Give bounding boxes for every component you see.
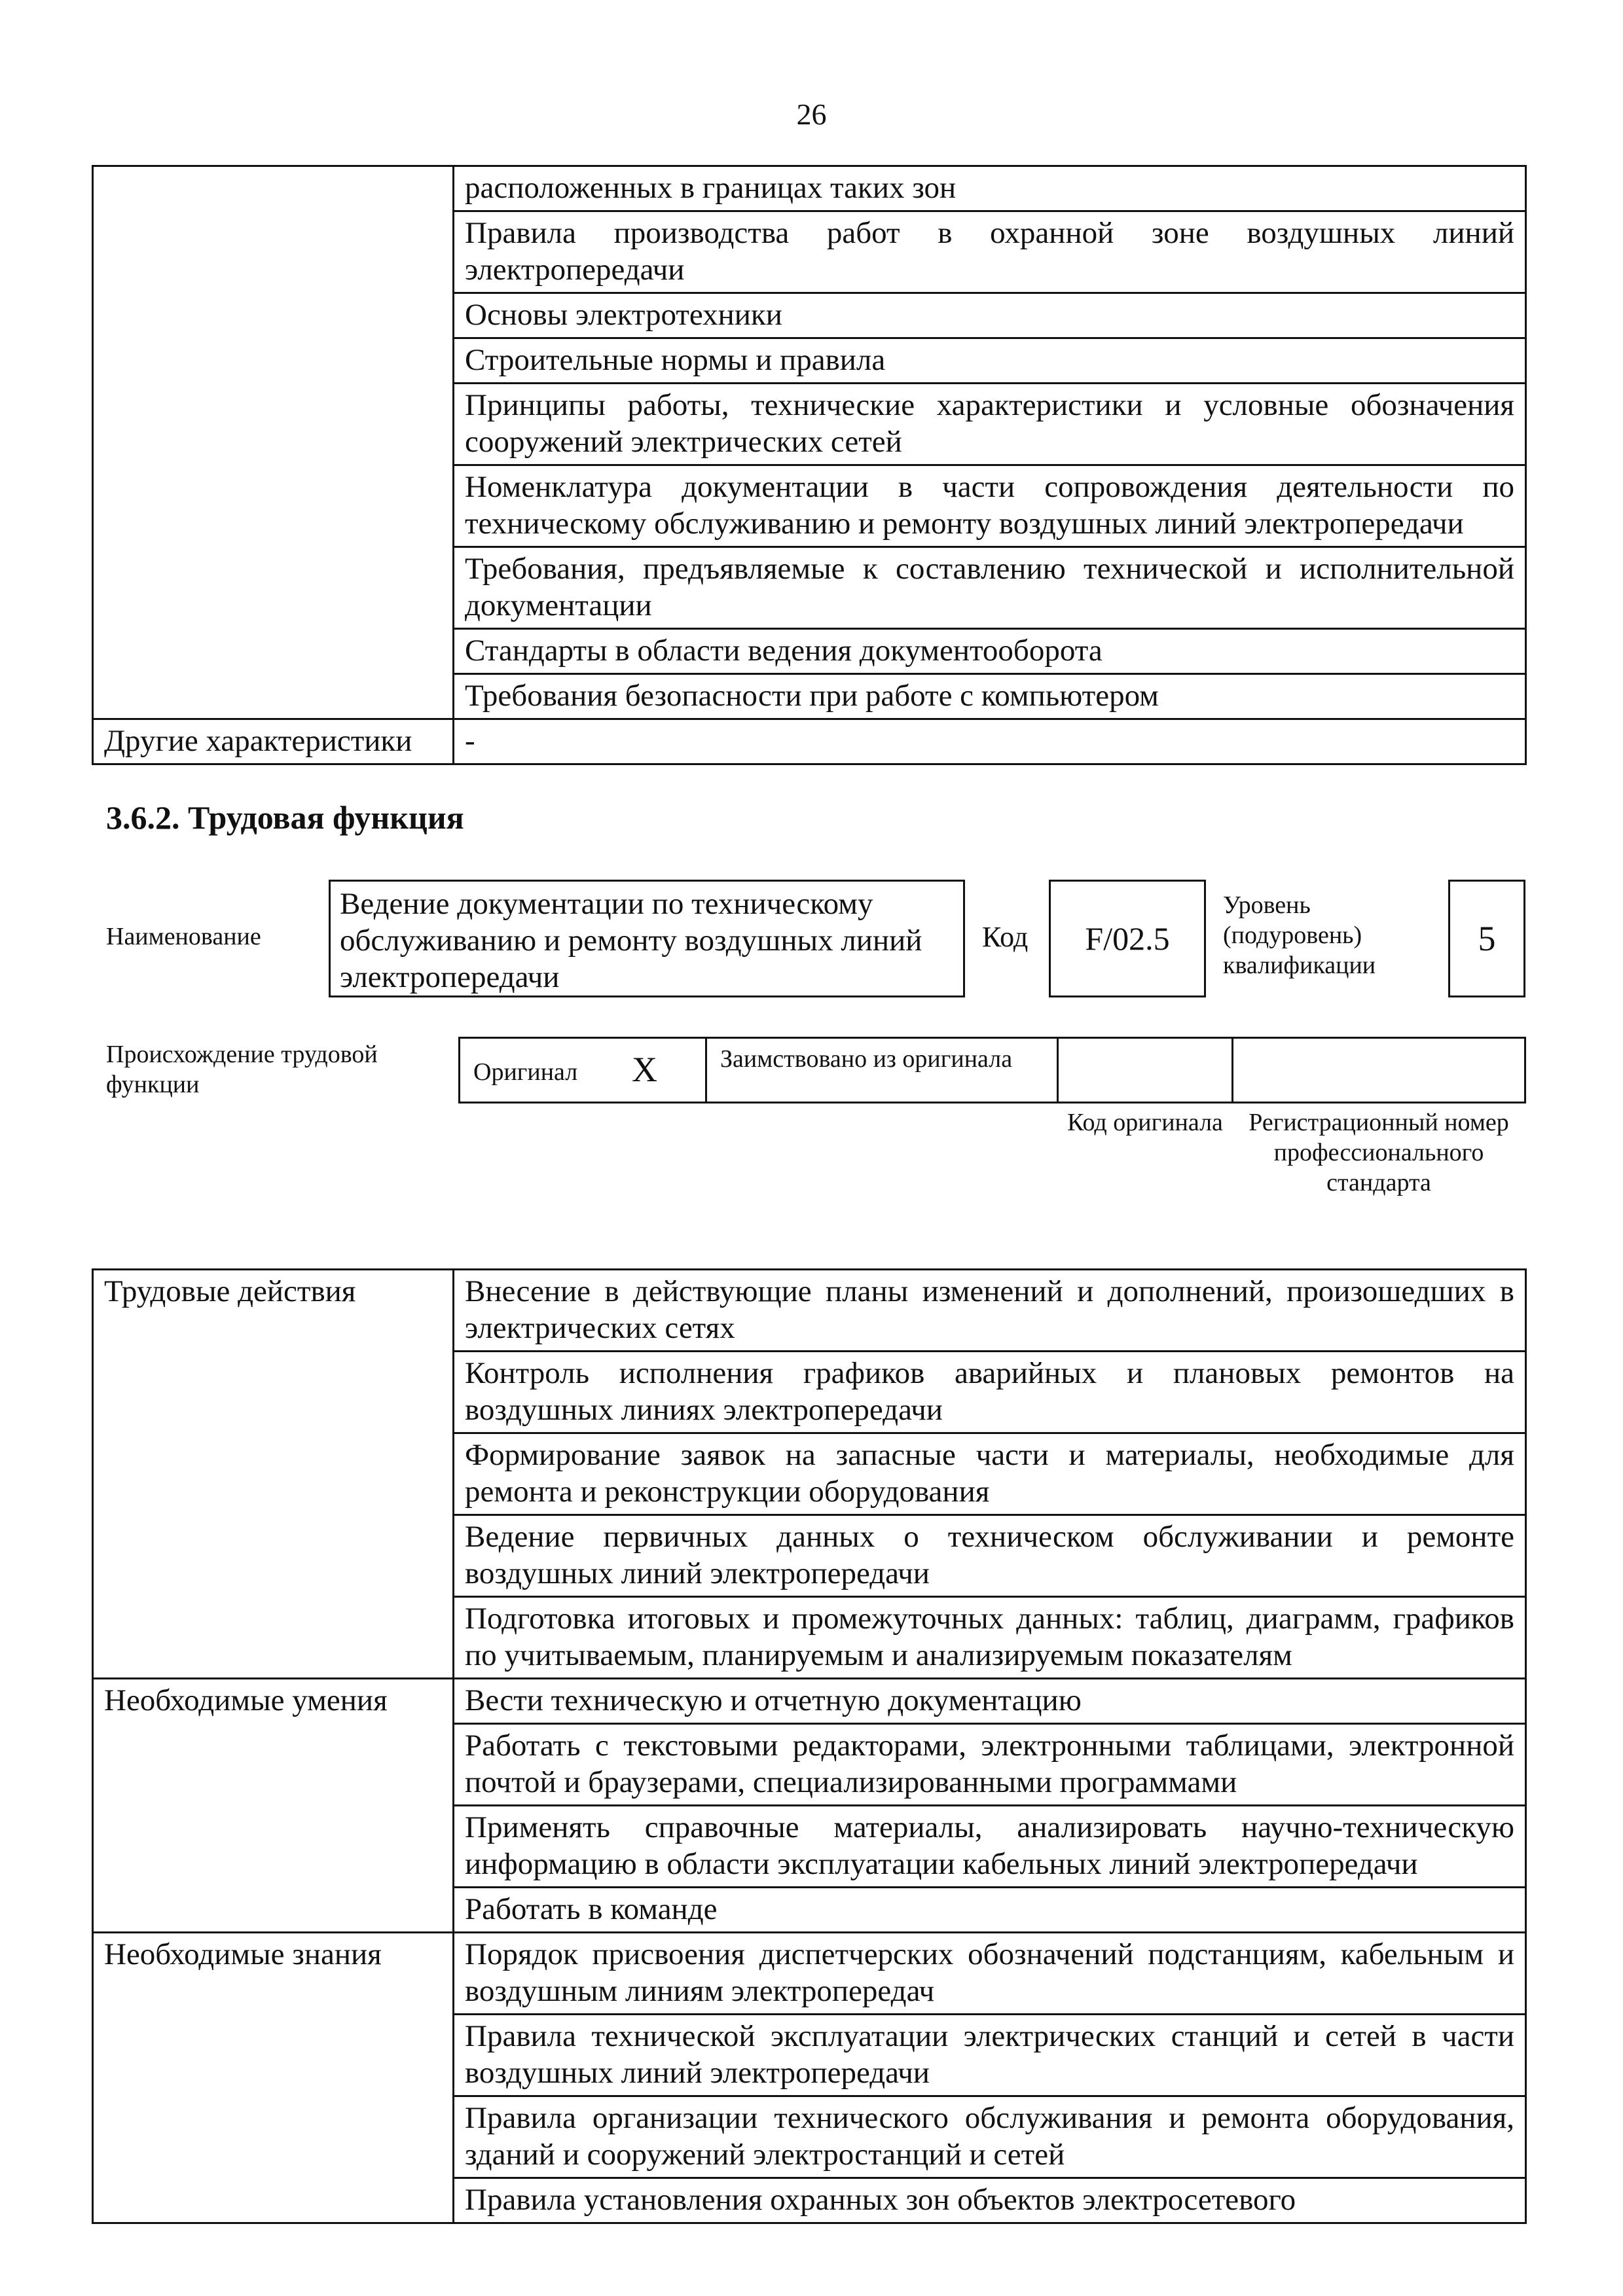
row-item: Работать в команде xyxy=(454,1888,1526,1933)
borrowed-cell xyxy=(705,1037,1059,1103)
code-original-cell xyxy=(1057,1037,1233,1103)
row-item: Требования, предъявляемые к составлению технической и исполнительной документации xyxy=(454,547,1526,629)
original-mark: X xyxy=(632,1050,657,1089)
page-number: 26 xyxy=(796,98,827,131)
reg-number-label: Регистрационный номер профессионального стандарта xyxy=(1249,1109,1509,1196)
table-row xyxy=(93,719,1526,764)
row-item: Номенклатура документации в части сопровождения деятельности по техническому обслуживанию и ремонту воздушных линий электропередачи xyxy=(454,465,1526,547)
origin-label: Происхождение трудовой функции xyxy=(106,1041,378,1098)
row-item: Применять справочные материалы, анализировать научно-техническую информацию в области эксплуатации кабельных линий электропередачи xyxy=(454,1806,1526,1888)
row-item: Правила производства работ в охранной зоне воздушных линий электропередачи xyxy=(454,211,1526,293)
row-item: Контроль исполнения графиков аварийных и плановых ремонтов на воздушных линиях электропередачи xyxy=(454,1352,1526,1433)
row-item: Вести техническую и отчетную документацию xyxy=(454,1679,1526,1724)
table-row xyxy=(93,1933,1526,2015)
row-label: Другие характеристики xyxy=(93,719,454,764)
code-label: Код xyxy=(982,921,1029,953)
row-item: Требования безопасности при работе с компьютером xyxy=(454,674,1526,719)
row-item: Ведение первичных данных о техническом обслуживании и ремонте воздушных линий электропередачи xyxy=(454,1515,1526,1597)
row-item: расположенных в границах таких зон xyxy=(454,166,1526,211)
table-row xyxy=(93,1679,1526,1724)
labor-function-table xyxy=(92,1268,1527,2224)
name-label: Наименование xyxy=(106,923,261,950)
function-code-box: F/02.5 xyxy=(1049,880,1206,997)
row-item: Принципы работы, технические характеристики и условные обозначения сооружений электрических сетей xyxy=(454,384,1526,465)
original-label: Оригинал xyxy=(473,1058,578,1086)
row-item: Формирование заявок на запасные части и материалы, необходимые для ремонта и реконструкции оборудования xyxy=(454,1433,1526,1515)
row-label: Необходимые знания xyxy=(93,1933,454,2223)
row-item: - xyxy=(454,719,1526,764)
borrowed-label: Заимствовано из оригинала xyxy=(720,1045,1013,1073)
row-label: Необходимые умения xyxy=(93,1679,454,1933)
row-label xyxy=(93,166,454,719)
row-item: Строительные нормы и правила xyxy=(454,338,1526,384)
row-item: Правила технической эксплуатации электрических станций и сетей в части воздушных линий электропередачи xyxy=(454,2015,1526,2096)
original-cell xyxy=(458,1037,707,1103)
row-item: Основы электротехники xyxy=(454,293,1526,338)
reg-number-cell xyxy=(1231,1037,1526,1103)
row-label: Трудовые действия xyxy=(93,1270,454,1679)
table-row xyxy=(93,1270,1526,1352)
row-item: Порядок присвоения диспетчерских обозначений подстанциям, кабельным и воздушным линиям электропередач xyxy=(454,1933,1526,2015)
table-row xyxy=(93,166,1526,211)
level-box: 5 xyxy=(1448,880,1525,997)
row-item: Подготовка итоговых и промежуточных данных: таблиц, диаграмм, графиков по учитываемым, планируемым и анализируемым показателям xyxy=(454,1597,1526,1679)
section-title: 3.6.2. Трудовая функция xyxy=(106,799,464,836)
row-item: Правила организации технического обслуживания и ремонта оборудования, зданий и сооружений электростанций и сетей xyxy=(454,2096,1526,2178)
top-requirements-table xyxy=(92,165,1527,765)
function-name-box: Ведение документации по техническому обслуживанию и ремонту воздушных линий электропередачи xyxy=(329,880,965,997)
row-item: Правила установления охранных зон объектов электросетевого xyxy=(454,2178,1526,2223)
row-item: Стандарты в области ведения документооборота xyxy=(454,629,1526,674)
level-label: Уровень (подуровень) квалификации xyxy=(1223,891,1376,979)
row-item: Внесение в действующие планы изменений и дополнений, произошедших в электрических сетях xyxy=(454,1270,1526,1352)
row-item: Работать с текстовыми редакторами, электронными таблицами, электронной почтой и браузерами, специализированными программами xyxy=(454,1724,1526,1806)
code-original-label: Код оригинала xyxy=(1067,1109,1223,1136)
